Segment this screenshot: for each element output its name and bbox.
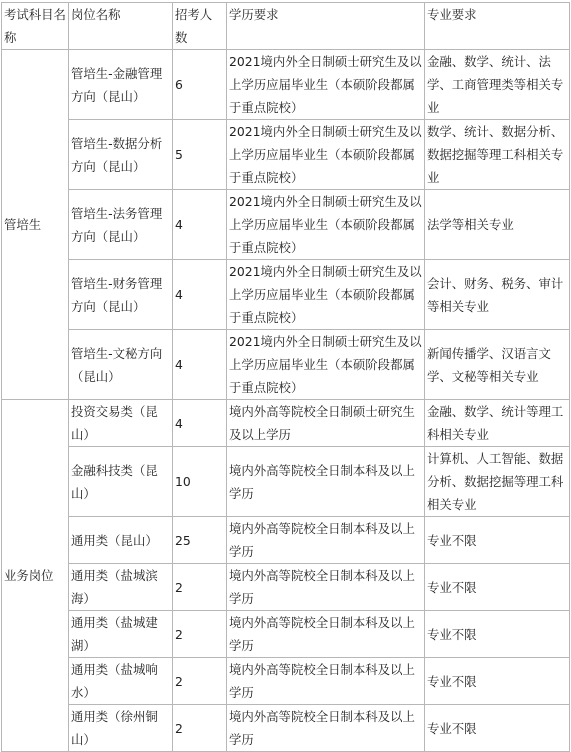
count-cell: 4 <box>173 400 227 447</box>
position-cell: 通用类（盐城响水） <box>69 658 173 705</box>
table-row <box>2 517 570 564</box>
header-subject: 考试科目名称 <box>2 3 69 50</box>
count-cell: 2 <box>173 705 227 752</box>
major-cell: 金融、数学、统计、法学、工商管理类等相关专业 <box>425 50 570 120</box>
count-cell: 2 <box>173 564 227 611</box>
major-cell: 专业不限 <box>425 658 570 705</box>
table-row <box>2 260 570 330</box>
major-cell: 金融、数学、统计等理工科相关专业 <box>425 400 570 447</box>
header-position: 岗位名称 <box>69 3 173 50</box>
education-cell: 2021境内外全日制硕士研究生及以上学历应届毕业生（本硕阶段都属于重点院校） <box>227 330 425 400</box>
position-cell: 通用类（盐城滨海） <box>69 564 173 611</box>
major-cell: 法学等相关专业 <box>425 190 570 260</box>
major-cell: 新闻传播学、汉语言文学、文秘等相关专业 <box>425 330 570 400</box>
position-cell: 管培生-金融管理方向（昆山） <box>69 50 173 120</box>
position-cell: 投资交易类（昆山） <box>69 400 173 447</box>
count-cell: 25 <box>173 517 227 564</box>
table-row <box>2 611 570 658</box>
table-row <box>2 658 570 705</box>
count-cell: 6 <box>173 50 227 120</box>
table-row <box>2 50 570 120</box>
count-cell: 4 <box>173 330 227 400</box>
education-cell: 境内外高等院校全日制本科及以上学历 <box>227 611 425 658</box>
major-cell: 会计、财务、税务、审计等相关专业 <box>425 260 570 330</box>
header-education: 学历要求 <box>227 3 425 50</box>
subject-cell: 业务岗位 <box>2 400 69 752</box>
position-cell: 管培生-文秘方向（昆山） <box>69 330 173 400</box>
education-cell: 境内外高等院校全日制本科及以上学历 <box>227 517 425 564</box>
position-cell: 通用类（昆山） <box>69 517 173 564</box>
table-row <box>2 190 570 260</box>
table-row <box>2 564 570 611</box>
education-cell: 境内外高等院校全日制本科及以上学历 <box>227 658 425 705</box>
header-count: 招考人数 <box>173 3 227 50</box>
count-cell: 4 <box>173 190 227 260</box>
table-row <box>2 705 570 752</box>
header-row <box>2 3 570 50</box>
major-cell: 计算机、人工智能、数据分析、数据挖掘等理工科相关专业 <box>425 447 570 517</box>
major-cell: 专业不限 <box>425 611 570 658</box>
table-row <box>2 120 570 190</box>
count-cell: 2 <box>173 658 227 705</box>
major-cell: 专业不限 <box>425 705 570 752</box>
education-cell: 境内外高等院校全日制硕士研究生及以上学历 <box>227 400 425 447</box>
education-cell: 境内外高等院校全日制本科及以上学历 <box>227 705 425 752</box>
subject-cell: 管培生 <box>2 50 69 400</box>
education-cell: 境内外高等院校全日制本科及以上学历 <box>227 447 425 517</box>
count-cell: 10 <box>173 447 227 517</box>
education-cell: 2021境内外全日制硕士研究生及以上学历应届毕业生（本硕阶段都属于重点院校） <box>227 260 425 330</box>
table-row <box>2 447 570 517</box>
recruitment-table <box>1 2 570 752</box>
major-cell: 专业不限 <box>425 564 570 611</box>
position-cell: 通用类（徐州铜山） <box>69 705 173 752</box>
header-major: 专业要求 <box>425 3 570 50</box>
count-cell: 5 <box>173 120 227 190</box>
count-cell: 4 <box>173 260 227 330</box>
position-cell: 金融科技类（昆山） <box>69 447 173 517</box>
position-cell: 管培生-法务管理方向（昆山） <box>69 190 173 260</box>
education-cell: 境内外高等院校全日制本科及以上学历 <box>227 564 425 611</box>
major-cell: 数学、统计、数据分析、数据挖掘等理工科相关专业 <box>425 120 570 190</box>
education-cell: 2021境内外全日制硕士研究生及以上学历应届毕业生（本硕阶段都属于重点院校） <box>227 190 425 260</box>
table-row <box>2 330 570 400</box>
education-cell: 2021境内外全日制硕士研究生及以上学历应届毕业生（本硕阶段都属于重点院校） <box>227 50 425 120</box>
table-row <box>2 400 570 447</box>
major-cell: 专业不限 <box>425 517 570 564</box>
position-cell: 管培生-数据分析方向（昆山） <box>69 120 173 190</box>
position-cell: 管培生-财务管理方向（昆山） <box>69 260 173 330</box>
position-cell: 通用类（盐城建湖） <box>69 611 173 658</box>
education-cell: 2021境内外全日制硕士研究生及以上学历应届毕业生（本硕阶段都属于重点院校） <box>227 120 425 190</box>
count-cell: 2 <box>173 611 227 658</box>
